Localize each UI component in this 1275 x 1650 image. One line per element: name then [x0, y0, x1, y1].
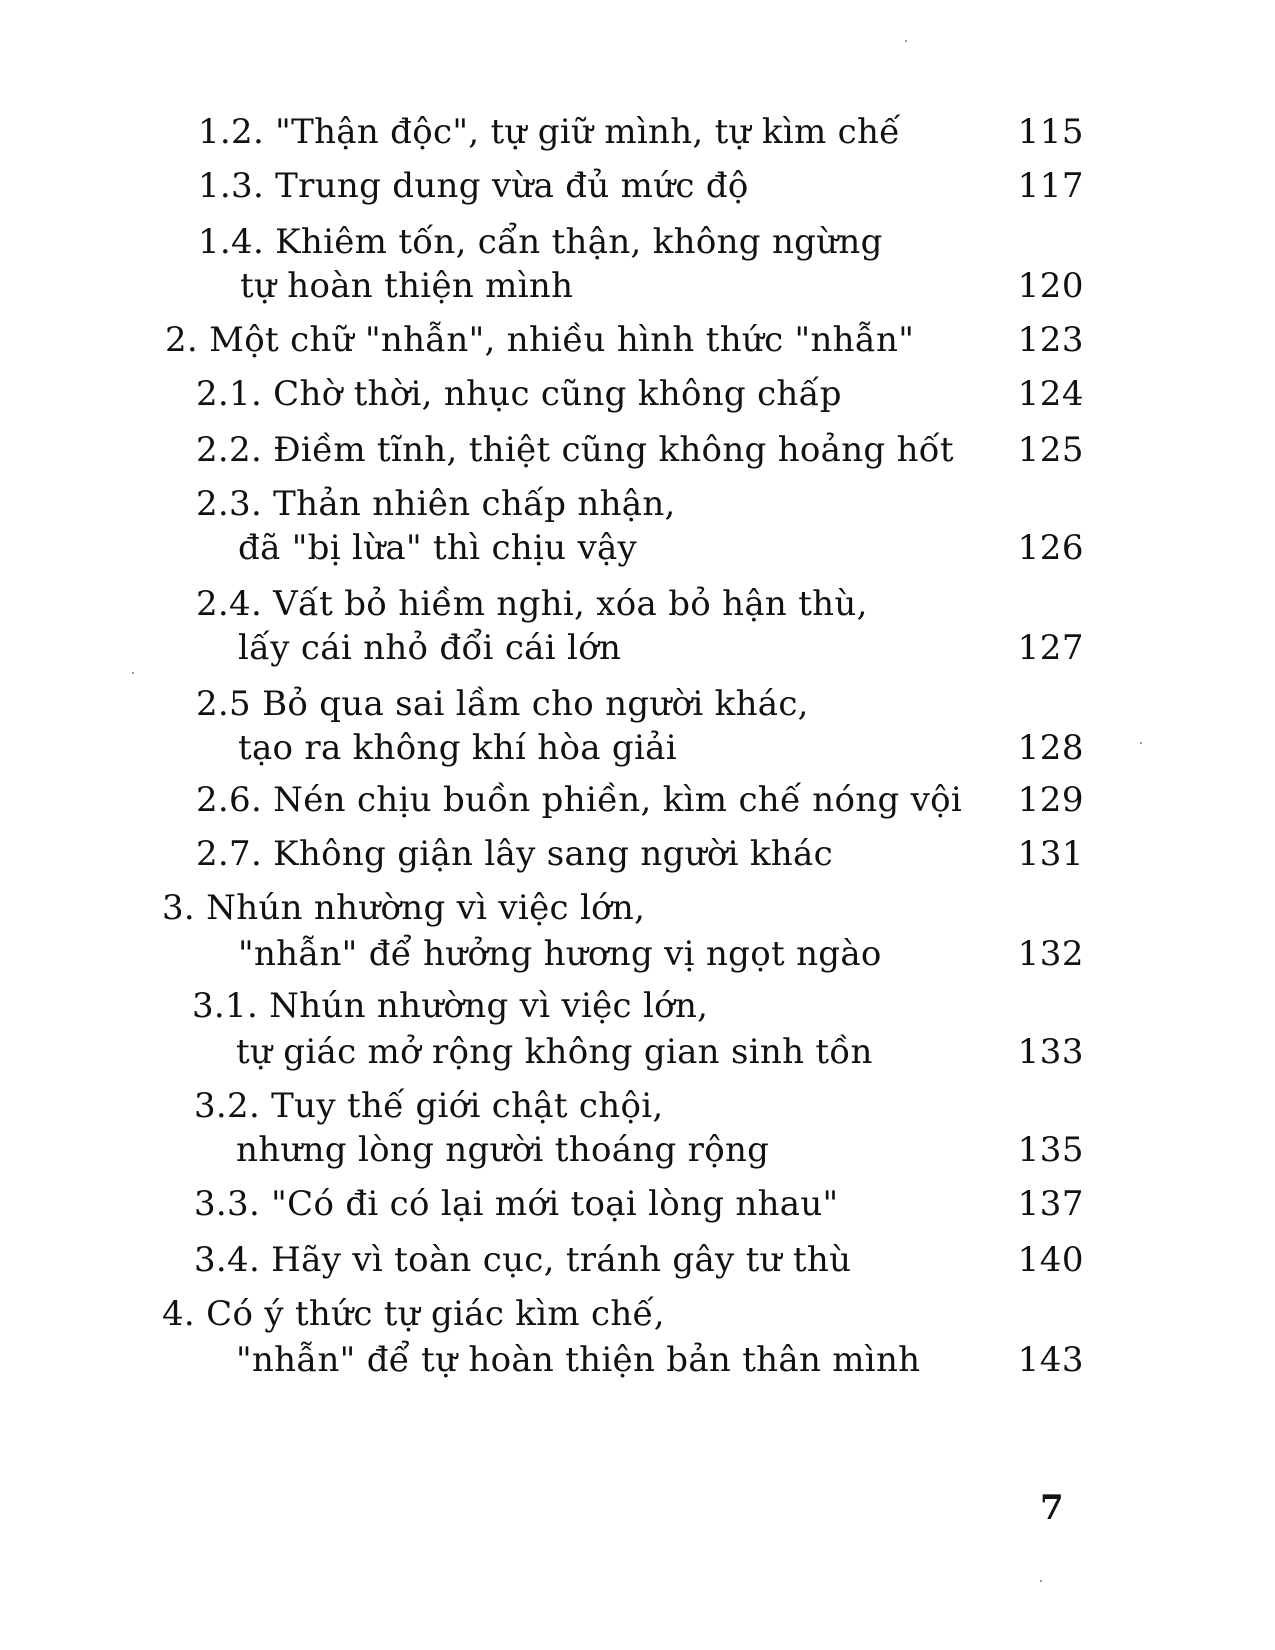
toc-entry-title-continuation: "nhẫn" để tự hoàn thiện bản thân mình: [236, 1340, 921, 1380]
toc-entry-title-continuation: tự giác mở rộng không gian sinh tồn: [236, 1032, 873, 1072]
toc-entry-page: 123: [1017, 320, 1084, 360]
toc-entry-page: 133: [1017, 1032, 1084, 1072]
toc-entry-title: 3. Nhún nhường vì việc lớn,: [162, 888, 646, 928]
toc-entry-title: 2.6. Nén chịu buồn phiền, kìm chế nóng vội: [196, 780, 963, 820]
toc-entry-page: 129: [1017, 780, 1084, 820]
toc-entry-title: 2. Một chữ "nhẫn", nhiều hình thức "nhẫn": [165, 320, 915, 360]
scan-speck: [1140, 742, 1142, 744]
toc-entry-page: 120: [1017, 266, 1084, 306]
toc-entry-title: 3.2. Tuy thế giới chật chội,: [194, 1086, 664, 1126]
toc-entry-page: 140: [1017, 1240, 1084, 1280]
toc-entry-page: 115: [1017, 112, 1084, 152]
scan-speck: [132, 672, 134, 674]
scan-speck: [905, 40, 907, 42]
toc-entry-page: 125: [1017, 430, 1084, 470]
toc-entry-page: 132: [1017, 934, 1084, 974]
toc-entry-page: 128: [1017, 728, 1084, 768]
toc-entry-title-continuation: đã "bị lừa" thì chịu vậy: [238, 528, 638, 568]
toc-entry-title: 2.5 Bỏ qua sai lầm cho người khác,: [196, 684, 809, 724]
toc-entry-title: 3.3. "Có đi có lại mới toại lòng nhau": [194, 1184, 839, 1224]
toc-entry-page: 127: [1017, 628, 1084, 668]
toc-entry-title: 2.3. Thản nhiên chấp nhận,: [196, 484, 676, 524]
toc-entry-title: 2.2. Điềm tĩnh, thiệt cũng không hoảng hốt: [196, 430, 954, 470]
toc-entry-page: 117: [1017, 166, 1084, 206]
toc-entry-page: 137: [1017, 1184, 1084, 1224]
toc-entry-title-continuation: tạo ra không khí hòa giải: [238, 728, 677, 768]
toc-entry-page: 124: [1017, 374, 1084, 414]
toc-entry-title: 1.3. Trung dung vừa đủ mức độ: [198, 166, 749, 206]
toc-entry-title: 4. Có ý thức tự giác kìm chế,: [162, 1294, 665, 1334]
scan-speck: [1040, 1580, 1042, 1582]
toc-entry-title-continuation: lấy cái nhỏ đổi cái lớn: [238, 628, 622, 668]
toc-entry-title: 1.4. Khiêm tốn, cẩn thận, không ngừng: [198, 222, 883, 262]
toc-entry-title: 2.1. Chờ thời, nhục cũng không chấp: [196, 374, 842, 414]
toc-entry-title-continuation: nhưng lòng người thoáng rộng: [236, 1130, 770, 1170]
toc-entry-page: 135: [1017, 1130, 1084, 1170]
toc-entry-title: 2.4. Vất bỏ hiềm nghi, xóa bỏ hận thù,: [196, 584, 868, 624]
toc-entry-page: 131: [1017, 834, 1084, 874]
toc-entry-title: 1.2. "Thận độc", tự giữ mình, tự kìm chế: [198, 112, 901, 152]
toc-entry-title-continuation: "nhẫn" để hưởng hương vị ngọt ngào: [238, 934, 882, 974]
toc-entry-title: 3.4. Hãy vì toàn cục, tránh gây tư thù: [194, 1240, 852, 1280]
toc-entry-title: 3.1. Nhún nhường vì việc lớn,: [192, 986, 709, 1026]
page-number: 7: [1040, 1488, 1064, 1528]
toc-entry-title: 2.7. Không giận lây sang người khác: [196, 834, 833, 874]
toc-entry-page: 143: [1017, 1340, 1084, 1380]
toc-entry-page: 126: [1017, 528, 1084, 568]
toc-entry-title-continuation: tự hoàn thiện mình: [240, 266, 574, 306]
